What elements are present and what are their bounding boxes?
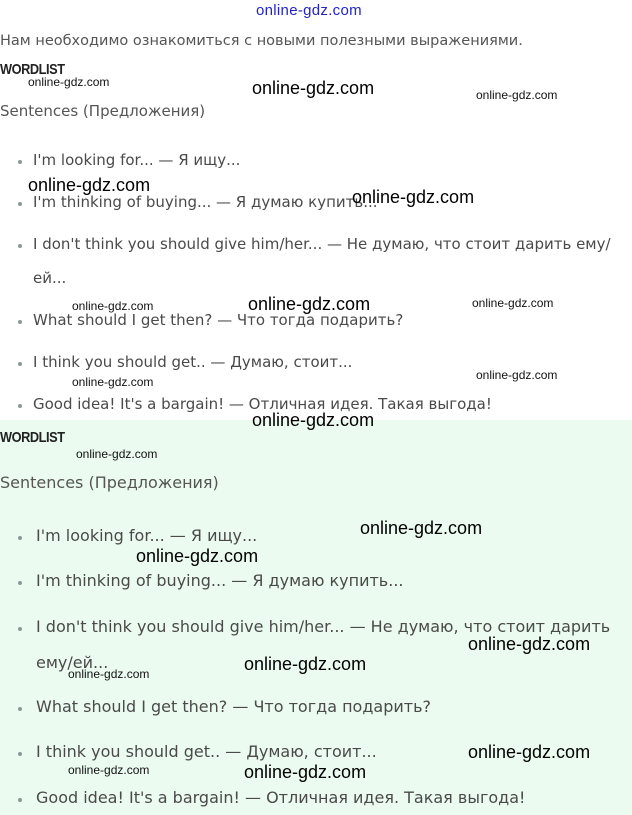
bullet-icon xyxy=(18,536,22,540)
bullet-icon xyxy=(18,581,22,585)
bullet-icon xyxy=(18,202,22,206)
list-item: I'm looking for... — Я ищу... xyxy=(36,526,258,545)
watermark: online-gdz.com xyxy=(72,375,154,389)
list-item: What should I get then? — Что тогда подарить? xyxy=(33,311,404,329)
watermark: online-gdz.com xyxy=(248,294,371,314)
wordlist-heading: WORDLIST xyxy=(0,429,65,446)
watermark: online-gdz.com xyxy=(476,368,558,382)
bullet-icon xyxy=(18,362,22,366)
watermark: online-gdz.com xyxy=(252,78,375,98)
bullet-icon xyxy=(18,707,22,711)
bullet-icon xyxy=(18,244,22,248)
sentences-title: Sentences (Предложения) xyxy=(0,473,219,492)
watermark: online-gdz.com xyxy=(252,410,375,430)
list-item-continuation: ему/ей... xyxy=(36,653,109,672)
list-item: I'm looking for... — Я ищу... xyxy=(33,151,241,169)
sentences-title: Sentences (Предложения) xyxy=(0,102,206,120)
bullet-icon xyxy=(18,320,22,324)
bullet-icon xyxy=(18,798,22,802)
bullet-icon xyxy=(18,627,22,631)
site-header-link[interactable]: online-gdz.com xyxy=(256,2,362,19)
bullet-icon xyxy=(18,752,22,756)
watermark: online-gdz.com xyxy=(352,187,475,207)
watermark: online-gdz.com xyxy=(472,296,554,310)
watermark: online-gdz.com xyxy=(28,75,110,89)
watermark: online-gdz.com xyxy=(28,175,151,195)
watermark: online-gdz.com xyxy=(244,654,367,674)
watermark: online-gdz.com xyxy=(76,447,158,461)
list-item: I'm thinking of buying... — Я думаю купить... xyxy=(36,571,404,590)
list-item: I'm thinking of buying... — Я думаю купить... xyxy=(33,193,378,211)
watermark: online-gdz.com xyxy=(136,546,259,566)
watermark: online-gdz.com xyxy=(476,88,558,102)
list-item: I think you should get.. — Думаю, стоит... xyxy=(36,742,377,761)
watermark: online-gdz.com xyxy=(244,762,367,782)
list-item: I think you should get.. — Думаю, стоит... xyxy=(33,353,353,371)
list-item: Good idea! It's a bargain! — Отличная идея. Такая выгода! xyxy=(36,788,526,807)
bullet-icon xyxy=(18,160,22,164)
watermark: online-gdz.com xyxy=(468,742,591,762)
wordlist-heading: WORDLIST xyxy=(0,61,65,78)
list-item: Good idea! It's a bargain! — Отличная идея. Такая выгода! xyxy=(33,395,492,413)
watermark: online-gdz.com xyxy=(72,299,154,313)
list-item: What should I get then? — Что тогда подарить? xyxy=(36,697,431,716)
bullet-icon xyxy=(18,404,22,408)
watermark: online-gdz.com xyxy=(68,763,150,777)
list-item: I don't think you should give him/her... — Не думаю, что стоит дарить ему/ xyxy=(33,235,611,253)
watermark: online-gdz.com xyxy=(68,667,150,681)
list-item: I don't think you should give him/her... — Не думаю, что стоит дарить xyxy=(36,617,611,636)
watermark: online-gdz.com xyxy=(360,518,483,538)
intro-text: Нам необходимо ознакомиться с новыми полезными выражениями. xyxy=(0,33,523,49)
list-item-continuation: ей... xyxy=(33,269,67,287)
watermark: online-gdz.com xyxy=(468,634,591,654)
